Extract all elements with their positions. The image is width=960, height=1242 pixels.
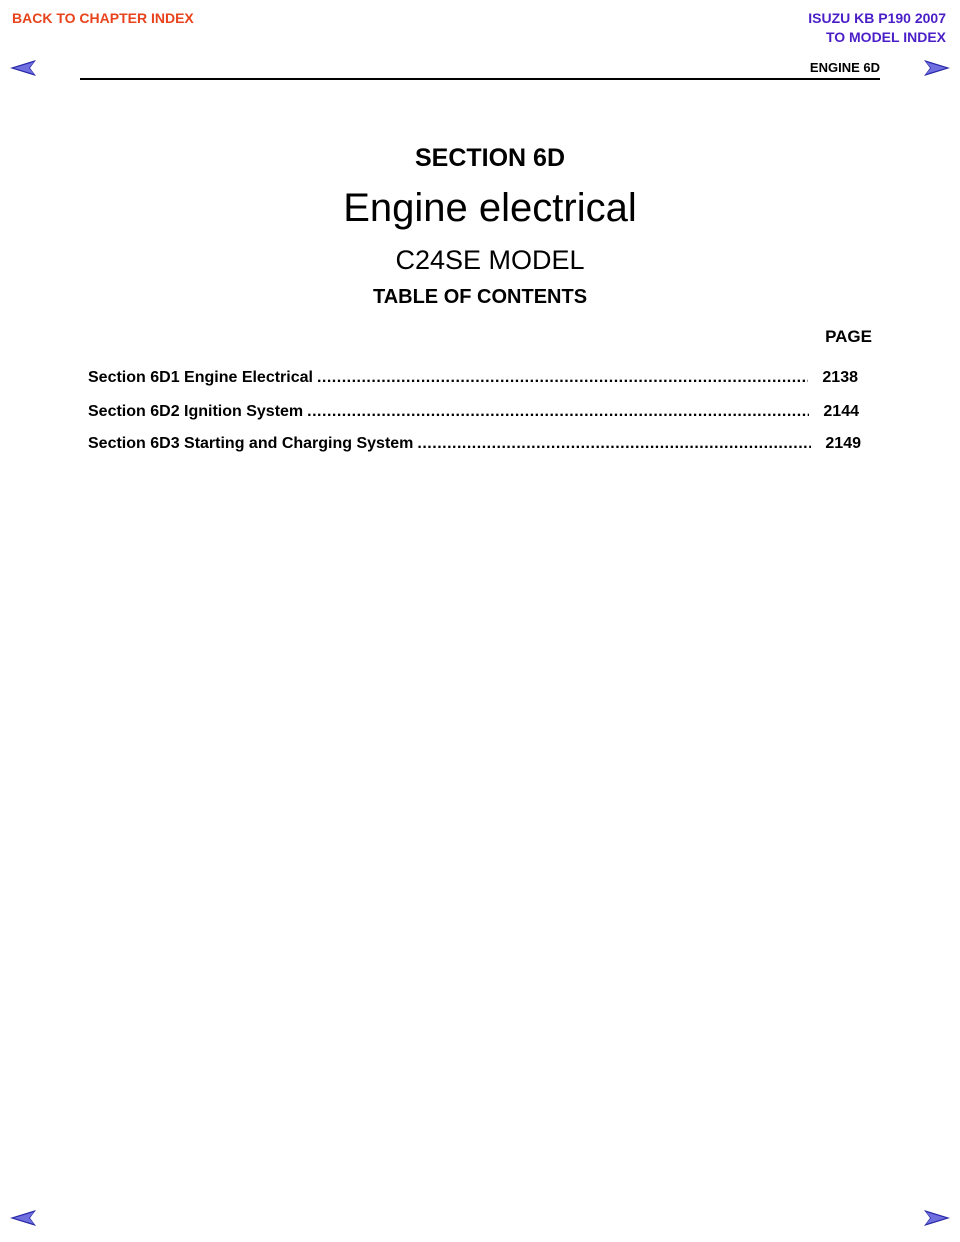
toc-leader-dots	[317, 369, 808, 387]
toc-heading: TABLE OF CONTENTS	[372, 286, 588, 308]
next-page-arrow-bottom[interactable]	[922, 1208, 952, 1228]
toc-entry-title: Section 6D3 Starting and Charging System	[88, 435, 414, 452]
toc-leader-dots	[307, 403, 809, 421]
next-page-arrow-top[interactable]	[922, 58, 952, 78]
right-arrow-icon	[922, 1208, 952, 1228]
toc-entry-title: Section 6D2 Ignition System	[88, 403, 304, 420]
toc-entry-page: 2138	[822, 369, 858, 386]
left-arrow-icon	[8, 1208, 38, 1228]
to-model-index-link[interactable]: TO MODEL INDEX	[825, 29, 946, 45]
page-column-label: PAGE	[825, 327, 872, 346]
model-title: ISUZU KB P190 2007	[808, 10, 946, 26]
toc-entry-6d2[interactable]	[88, 403, 859, 425]
model-subtitle: C24SE MODEL	[395, 245, 585, 275]
header-divider	[80, 78, 880, 80]
right-arrow-icon	[922, 58, 952, 78]
prev-page-arrow-bottom[interactable]	[8, 1208, 38, 1228]
section-header-label: ENGINE 6D	[809, 60, 880, 75]
toc-entry-6d3[interactable]	[88, 435, 861, 457]
toc-entry-page: 2144	[823, 403, 859, 420]
toc-entry-page: 2149	[825, 435, 861, 452]
left-arrow-icon	[8, 58, 38, 78]
prev-page-arrow-top[interactable]	[8, 58, 38, 78]
section-title: SECTION 6D	[414, 144, 566, 172]
toc-entry-6d1[interactable]	[88, 369, 858, 391]
page-title: Engine electrical	[343, 186, 637, 230]
toc-entry-title: Section 6D1 Engine Electrical	[88, 369, 313, 386]
toc-leader-dots	[417, 435, 811, 453]
back-to-chapter-index-link[interactable]: BACK TO CHAPTER INDEX	[12, 10, 194, 26]
